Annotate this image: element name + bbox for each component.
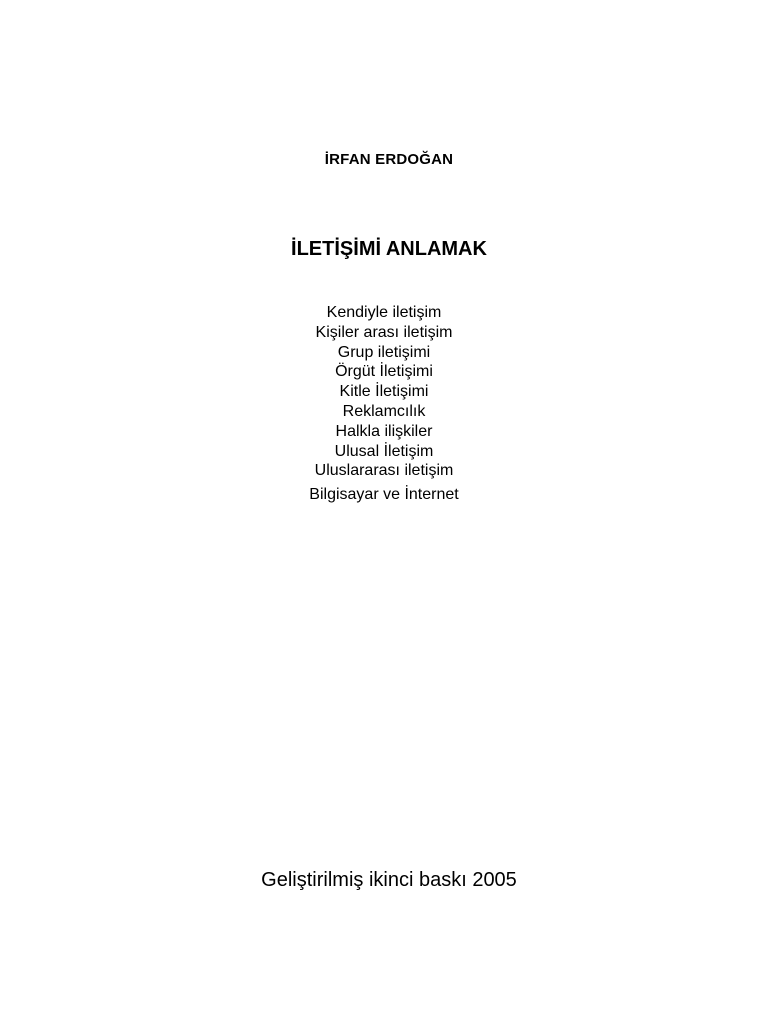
topic-item: Kendiyle iletişim (326, 304, 442, 321)
topic-item: Halkla ilişkiler (335, 422, 433, 440)
topic-item: Bilgisayar ve İnternet (309, 486, 459, 504)
author-name: İRFAN ERDOĞAN (324, 151, 454, 168)
topic-item: Reklamcılık (342, 402, 426, 420)
topic-list (0, 303, 768, 505)
topic-item: Ulusal İletişim (334, 442, 434, 460)
topic-item: Örgüt İletişimi (335, 363, 433, 381)
topic-item: Kitle İletişimi (339, 383, 429, 401)
book-title: İLETİŞİMİ ANLAMAK (291, 238, 487, 260)
topic-item: Kişiler arası iletişim (315, 323, 453, 341)
topic-item: Uluslararası iletişim (314, 462, 454, 480)
edition-note: Geliştirilmiş ikinci baskı 2005 (261, 869, 517, 891)
topic-item: Grup iletişimi (337, 343, 431, 361)
